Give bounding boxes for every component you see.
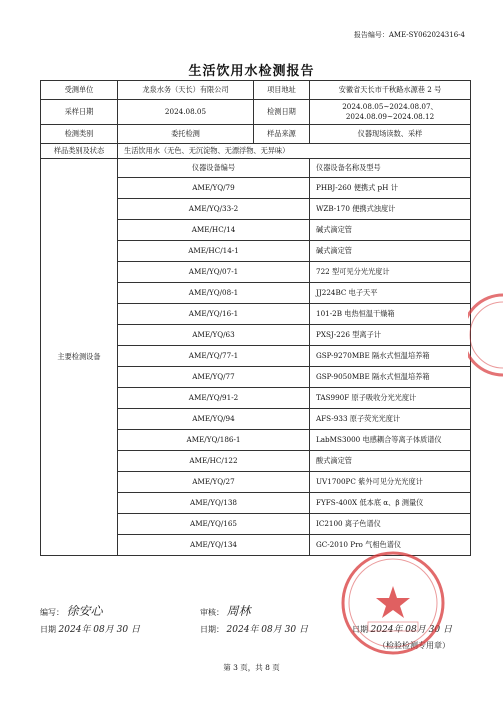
sample-type-value: 生活饮用水（无色、无沉淀物、无漂浮物、无异味） — [118, 144, 471, 159]
review-signature: 周林 — [226, 604, 251, 618]
prepared-label: 编写： — [40, 608, 64, 617]
equipment-header-row — [41, 159, 471, 178]
equipment-name: PHBJ-260 便携式 pH 计 — [310, 178, 471, 199]
equipment-name: 酸式滴定管 — [310, 451, 471, 472]
equipment-name: TAS990F 原子吸收分光光度计 — [310, 388, 471, 409]
equipment-name: GSP-9050MBE 隔水式恒温培养箱 — [310, 367, 471, 388]
category-value: 委托检测 — [118, 125, 254, 144]
equipment-name: 101-2B 电热恒温干燥箱 — [310, 304, 471, 325]
equipment-name: PXSJ-226 型离子计 — [310, 325, 471, 346]
source-label: 样品来源 — [254, 125, 310, 144]
report-table — [40, 80, 471, 556]
table-row — [41, 144, 471, 159]
sample-type-label: 样品类别及状态 — [41, 144, 118, 159]
prepared-date — [40, 622, 140, 635]
equipment-name: UV1700PC 紫外可见分光光度计 — [310, 472, 471, 493]
review-label: 审核： — [200, 608, 224, 617]
sample-date-label: 采样日期 — [41, 100, 118, 125]
equipment-id: AME/YQ/16-1 — [118, 304, 310, 325]
edge-seal-icon — [468, 290, 503, 380]
table-row — [41, 125, 471, 144]
equipment-id: AME/YQ/08-1 — [118, 283, 310, 304]
category-label: 检测类别 — [41, 125, 118, 144]
address-label: 项目地址 — [254, 81, 310, 100]
test-date-label: 检测日期 — [254, 100, 310, 125]
page-footer: 第 3 页，共 8 页 — [223, 663, 280, 672]
equipment-name: IC2100 离子色谱仪 — [310, 514, 471, 535]
sample-date-value: 2024.08.05 — [118, 100, 254, 125]
approve-date-value: 2024年 08月 30 日 — [370, 625, 452, 635]
equipment-id: AME/YQ/79 — [118, 178, 310, 199]
reviewed-by — [200, 602, 251, 619]
equipment-name: LabMS3000 电感耦合等离子体质谱仪 — [310, 430, 471, 451]
equipment-id: AME/HC/14 — [118, 220, 310, 241]
client-value: 龙泉水务（天长）有限公司 — [118, 81, 254, 100]
prepared-signature: 徐安心 — [66, 604, 103, 618]
equipment-id: AME/YQ/138 — [118, 493, 310, 514]
equipment-id: AME/YQ/91-2 — [118, 388, 310, 409]
equipment-name: GC-2010 Pro 气相色谱仪 — [310, 535, 471, 556]
equipment-name: FYFS-400X 低本底 α、β 测量仪 — [310, 493, 471, 514]
equipment-name: 722 型可见分光光度计 — [310, 262, 471, 283]
equipment-id: AME/YQ/33-2 — [118, 199, 310, 220]
prepared-date-label: 日期 — [40, 625, 56, 634]
equipment-name: GSP-9270MBE 隔水式恒温培养箱 — [310, 346, 471, 367]
equipment-name-header: 仪器设备名称及型号 — [310, 159, 471, 178]
equipment-id: AME/HC/14-1 — [118, 241, 310, 262]
equipment-id: AME/YQ/94 — [118, 409, 310, 430]
stamp-note: （检验检测专用章） — [378, 641, 450, 650]
page-title: 生活饮用水检测报告 — [188, 64, 315, 79]
approve-date-label: 日期 — [352, 625, 368, 634]
equipment-id: AME/HC/122 — [118, 451, 310, 472]
official-seal-icon — [338, 548, 448, 658]
test-date-line2: 2024.08.09~2024.08.12 — [345, 112, 435, 121]
test-date-line1: 2024.08.05~2024.08.07、 — [342, 102, 438, 111]
equipment-id: AME/YQ/134 — [118, 535, 310, 556]
test-date-value — [310, 100, 471, 125]
equipment-name: AFS-933 原子荧光光度计 — [310, 409, 471, 430]
equipment-name: 碱式滴定管 — [310, 241, 471, 262]
equipment-id: AME/YQ/27 — [118, 472, 310, 493]
table-row — [41, 81, 471, 100]
review-date-label: 日期： — [200, 625, 224, 634]
report-number: 报告编号：AME-SY062024316-4 — [353, 31, 465, 39]
prepared-date-value: 2024年 08月 30 日 — [58, 625, 140, 635]
equipment-name: 碱式滴定管 — [310, 220, 471, 241]
source-value: 仪器现场读数、采样 — [310, 125, 471, 144]
equipment-id-header: 仪器设备编号 — [118, 159, 310, 178]
equipment-name: JJ224BC 电子天平 — [310, 283, 471, 304]
equipment-name: WZB-170 便携式浊度计 — [310, 199, 471, 220]
equipment-id: AME/YQ/77-1 — [118, 346, 310, 367]
equipment-id: AME/YQ/77 — [118, 367, 310, 388]
review-date — [200, 622, 308, 635]
prepared-by — [40, 602, 103, 619]
client-label: 受测单位 — [41, 81, 118, 100]
equipment-id: AME/YQ/07-1 — [118, 262, 310, 283]
address-value: 安徽省天长市千秋路水源巷 2 号 — [310, 81, 471, 100]
equipment-id: AME/YQ/165 — [118, 514, 310, 535]
table-row — [41, 100, 471, 125]
equipment-section-label: 主要检测设备 — [41, 159, 118, 556]
equipment-id: AME/YQ/186-1 — [118, 430, 310, 451]
equipment-id: AME/YQ/63 — [118, 325, 310, 346]
review-date-value: 2024年 08月 30 日 — [226, 625, 308, 635]
